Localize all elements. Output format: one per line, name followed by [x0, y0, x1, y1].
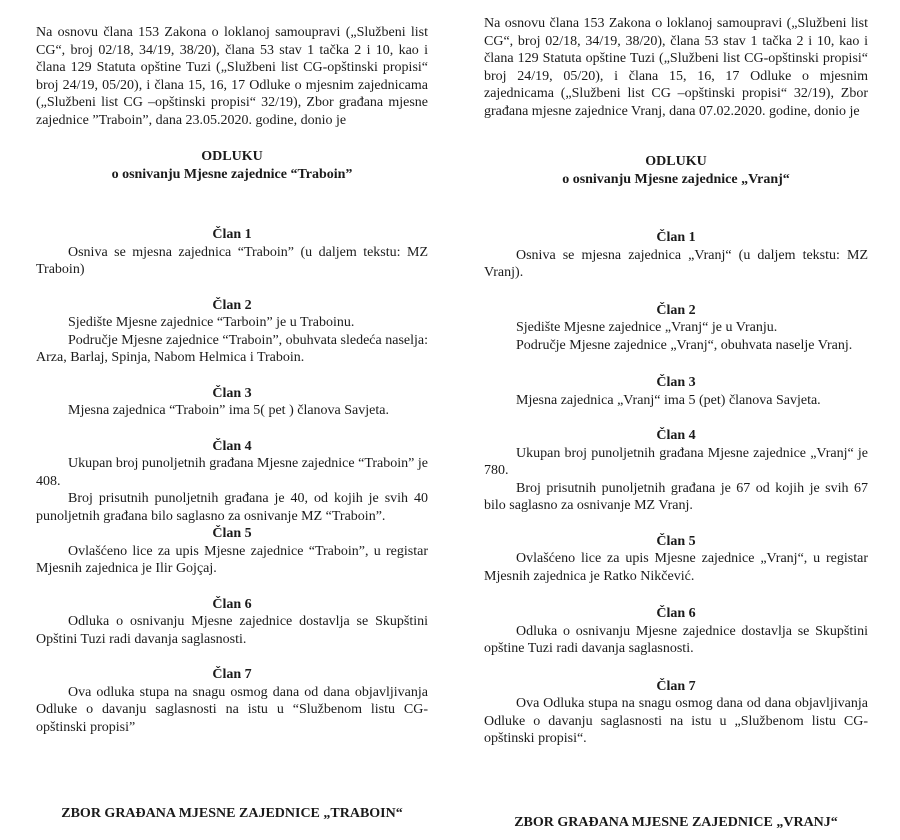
right-clan5-heading: Član 5: [656, 533, 696, 549]
right-clan1-text: Osniva se mjesna zajednica „Vranj“ (u daljem tekstu: MZ Vranj).: [484, 247, 868, 280]
right-document: [484, 0, 868, 748]
right-clan6-text: Odluka o osnivanju Mjesne zajednice dostavlja se Skupštini opštine Tuzi radi davanja saglasnosti.: [484, 623, 868, 656]
right-clan7-text: Ova Odluka stupa na snagu osmog dana od dana objavljivanja Odluke o davanju saglasnosti na istu u „Službenom listu CG-opštinski propisi“.: [484, 696, 868, 746]
right-clan3-heading: Član 3: [656, 375, 696, 390]
right-decision-subtitle: o osnivanju Mjesne zajednice „Vranj“: [562, 171, 790, 187]
right-clan6-heading: Član 6: [656, 606, 696, 621]
right-clan4-text-present: Broj prisutnih punoljetnih građana je 67 od kojih je svih 67 bilo saglasno za osnivanje MZ Vranj.: [484, 480, 868, 513]
left-clan6-heading: Član 6: [212, 596, 252, 612]
right-intro-paragraph: Na osnovu člana 153 Zakona o loklanoj samoupravi („Službeni list CG“, broj 02/18, 34/19, 38/20), člana 53 stav 1 tačka 2 i 10, kao i člana 129 Statuta opštine Tuzi („Službeni list CG-opštinski propisi“ broj 24/19, 05/20), i člana 15, 16, 17 Odluke o mjesnim zajednicama („Službeni list CG –opštinski propisi“ 32/19), Zbor građana mjesne zajednice Vranj, dana 07.02.2020. godine, donio je: [484, 16, 868, 119]
right-clan4-text-total: Ukupan broj punoljetnih građana Mjesne zajednice „Vranj“ je 780.: [484, 445, 868, 478]
right-clan7-heading: Član 7: [656, 678, 696, 694]
left-clan1-heading: Član 1: [212, 227, 252, 242]
left-clan4-heading: Član 4: [212, 438, 252, 454]
left-clan5-heading: Član 5: [212, 526, 252, 541]
left-clan7-heading: Član 7: [212, 667, 252, 682]
right-decision-title: ODLUKU: [645, 154, 707, 169]
right-clan4-heading: Član 4: [656, 428, 696, 443]
left-decision-title: ODLUKU: [201, 149, 263, 164]
right-signature-assembly: ZBOR GRAĐANA MJESNE ZAJEDNICE „VRANJ“: [514, 815, 838, 830]
left-decision-subtitle: o osnivanju Mjesne zajednice “Traboin”: [111, 166, 353, 182]
left-clan2-heading: Član 2: [212, 297, 252, 313]
left-clan1-text: Osniva se mjesna zajednica “Traboin” (u daljem tekstu: MZ Traboin): [36, 244, 428, 277]
left-clan6-text: Odluka o osnivanju Mjesne zajednice dostavlja se Skupštini Opštini Tuzi radi davanja saglasnosti.: [36, 614, 428, 647]
right-clan2-heading: Član 2: [656, 302, 696, 318]
left-clan7-text: Ova odluka stupa na snagu osmog dana od dana objavljivanja Odluke o davanju saglasnosti na istu u “Službenom listu CG- opštinski propisi”: [36, 684, 428, 735]
right-clan1-heading: Član 1: [656, 230, 696, 245]
right-clan2-text-seat: Sjedište Mjesne zajednice „Vranj“ je u Vranju.: [516, 320, 778, 335]
left-clan3-heading: Član 3: [212, 385, 252, 401]
left-clan4-text-present: Broj prisutnih punoljetnih građana je 40, od kojih je svih 40 punoljetnih građana bilo saglasno za osnivanje MZ “Traboin”.: [36, 491, 428, 524]
left-clan2-text-area: Područje Mjesne zajednice “Traboin”, obuhvata sledeća naselja: Arza, Barlaj, Spinja, Nabom Helmica i Traboin.: [36, 332, 428, 365]
left-signature-assembly: ZBOR GRAĐANA MJESNE ZAJEDNICE „TRABOIN“: [61, 806, 403, 821]
left-intro-paragraph: Na osnovu člana 153 Zakona o loklanoj samoupravi („Službeni list CG“, broj 02/18, 34/19, 38/20), člana 53 stav 1 tačka 2 i 10, kao i člana 129 Statuta opštine Tuzi („Službeni list CG-opštinski propisi“ broj 24/19, 05/20), i člana 15, 16, 17 Odluke o mjesnim zajednicama („Službeni list CG –opštinski propisi“ 32/19), Zbor građana mjesne zajednice ”Traboin”, dana 23.05.2020. godine, donio je: [36, 25, 428, 128]
left-clan5-text: Ovlašćeno lice za upis Mjesne zajednice “Traboin”, u registar Mjesnih zajednica je Ilir Gojçaj.: [36, 543, 428, 576]
left-clan4-text-total: Ukupan broj punoljetnih građana Mjesne zajednice “Traboin” je 408.: [36, 456, 428, 489]
left-clan2-text-seat: Sjedište Mjesne zajednice “Tarboin” je u Traboinu.: [68, 315, 355, 330]
right-clan5-text: Ovlašćeno lice za upis Mjesne zajednice „Vranj“, u registar Mjesnih zajednica je Ratko Nikčević.: [484, 551, 868, 584]
right-clan3-text: Mjesna zajednica „Vranj“ ima 5 (pet) članova Savjeta.: [516, 392, 821, 408]
left-document: [36, 0, 428, 736]
right-clan2-text-area: Područje Mjesne zajednice „Vranj“, obuhvata naselje Vranj.: [516, 337, 853, 353]
left-clan3-text: Mjesna zajednica “Traboin” ima 5( pet ) članova Savjeta.: [68, 403, 389, 418]
